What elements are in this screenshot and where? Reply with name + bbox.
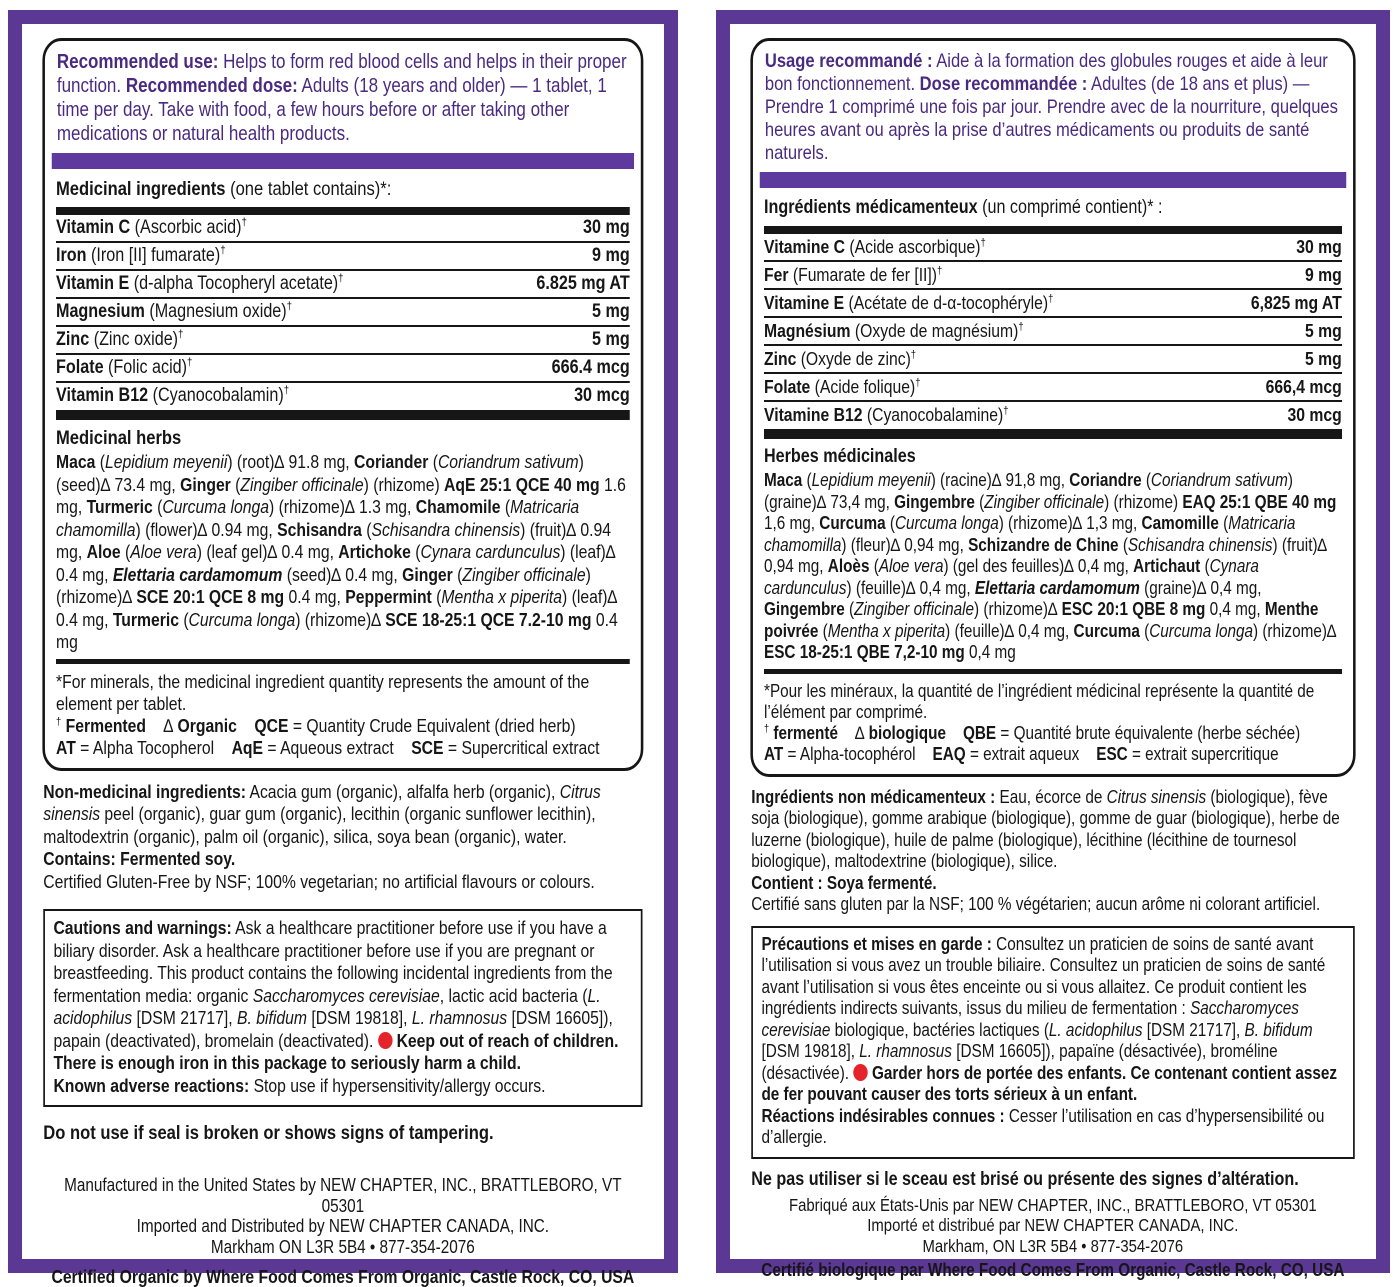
ingredient-row-vitamine-e — [764, 290, 1342, 318]
ingredient-row-zinc — [56, 327, 630, 355]
ingredient-name: Fer (Fumarate de fer [II])† — [764, 264, 943, 285]
ingredient-name: Iron (Iron [II] fumarate)† — [56, 244, 226, 266]
ingredient-amount: 5 mg — [592, 329, 630, 350]
warning-dot-icon — [378, 1032, 392, 1049]
ingredient-name: Vitamin C (Ascorbic acid)† — [56, 216, 247, 238]
ingredient-name: Magnesium (Magnesium oxide)† — [56, 300, 293, 322]
ingredient-amount: 6.825 mg AT — [536, 273, 630, 294]
abbreviations-footnote-fr: AT = Alpha-tocophérol EAQ = extrait aqueux ESC = extrait supercritique — [764, 743, 1279, 764]
herbs-bottom-rule — [56, 659, 630, 664]
label-panel-french — [716, 10, 1390, 1280]
medicinal-info-box-fr — [750, 38, 1355, 777]
seal-warning: Do not use if seal is broken or shows signs of tampering. — [43, 1122, 494, 1144]
seal-warning-fr: Ne pas utiliser si le sceau est brisé ou présente des signes d’altération. — [751, 1168, 1299, 1190]
ingredient-row-magnesium — [56, 299, 630, 327]
ingredient-name: Folate (Acide folique)† — [764, 376, 921, 397]
medicinal-ingredients-heading: Medicinal ingredients (one tablet contains)*: — [56, 178, 392, 200]
warning-dot-icon — [853, 1064, 867, 1081]
ingredient-row-iron — [56, 243, 630, 271]
purple-divider — [760, 172, 1346, 188]
abbreviations-footnote: AT = Alpha Tocopherol AqE = Aqueous extract SCE = Supercritical extract — [56, 736, 600, 758]
ingredient-amount: 666.4 mcg — [551, 357, 630, 378]
ingredient-name: Vitamin E (d-alpha Tocopheryl acetate)† — [56, 272, 344, 294]
ingredient-row-magnesium — [764, 318, 1342, 346]
non-medicinal-ingredients-text-fr: Ingrédients non médicamenteux : Eau, écorce de Citrus sinensis (biologique), fève soja (biologique), gomme arabique (biologique), gomme de guar (biologique), herbe de luzerne (biologique), huile de palme (biologique), lécithine (lécithine de tournesol biologique), maltodextrine (biologique), silice. — [751, 786, 1340, 871]
ingredient-amount: 30 mcg — [574, 385, 630, 406]
symbols-footnote-fr: † fermenté ∆ biologique QBE = Quantité brute équivalente (herbe séchée) — [764, 722, 1301, 743]
manufacturer-info — [42, 1175, 643, 1257]
ingredient-name: Zinc (Zinc oxide)† — [56, 328, 184, 350]
ingredient-amount: 30 mg — [1296, 236, 1342, 257]
gluten-free-statement-fr: Certifié sans gluten par la NSF; 100 % végétarien; aucun arôme ni colorant artificiel. — [751, 894, 1321, 914]
cautions-text-fr: Précautions et mises en garde : Consultez un praticien de soins de santé avant l’utilisation si vous avez un trouble biliaire. Consultez un praticien de soins de santé avant l’utilisation si vous êtes enceinte ou si vous allaitez. Ce produit contient les ingrédients indirects suivants, issus du milieu de fermentation : Saccharomyces cerevisiae biologique, bactéries lactiques (L. acidophilus [DSM 21717], B. bifidum [DSM 19818], L. rhamnosus [DSM 16605]), papaïne (désactivée), broméline (désactivée). Garder hors de portée des enfants. Ce contenant contient assez de fer pouvant causer des torts sérieux à un enfant. Réactions indésirables connues : Cesser l’utilisation en cas d’hypersensibilité ou d’allergie. — [761, 933, 1338, 1147]
imported-line: Importé et distribué par NEW CHAPTER CANADA, INC. — [867, 1215, 1239, 1235]
label-panel-english — [8, 10, 678, 1287]
ingredient-row-folate — [764, 374, 1342, 402]
ingredient-amount: 9 mg — [1305, 264, 1342, 285]
panel-content-french — [730, 24, 1376, 1281]
cautions-text: Cautions and warnings: Ask a healthcare practitioner before use if you have a biliary disorder. Ask a healthcare practitioner before use if you are pregnant or breastfeeding. This product contains the following incidental ingredients from the fermentation media: organic Saccharomyces cerevisiae, lactic acid bacteria (L. acidophilus [DSM 21717], B. bifidum [DSM 19818], L. rhamnosus [DSM 16605]), papain (deactivated), bromelain (deactivated). Keep out of reach of children. There is enough iron in this package to seriously harm a child. Known adverse reactions: Stop use if hypersensitivity/allergy occurs. — [53, 917, 619, 1096]
non-medicinal-ingredients-text: Non-medicinal ingredients: Acacia gum (organic), alfalfa herb (organic), Citrus sinensis peel (organic), guar gum (organic), lecithin (organic sunflower lecithin), maltodextrin (organic), palm oil (organic), silica, soya bean (organic), water. — [43, 780, 601, 847]
manufacturer-info-fr — [750, 1195, 1355, 1257]
table-top-rule — [56, 207, 630, 215]
panel-content-english — [22, 24, 664, 1287]
table-bottom-rule — [764, 429, 1342, 439]
minerals-footnote: *For minerals, the medicinal ingredient quantity represents the amount of the element per tablet. — [56, 670, 594, 714]
ingredient-name: Vitamine B12 (Cyanocobalamine)† — [764, 404, 1009, 425]
ingredient-row-fer — [764, 262, 1342, 290]
medicinal-herbs-heading-fr: Herbes médicinales — [764, 446, 916, 467]
ingredient-name: Vitamine C (Acide ascorbique)† — [764, 236, 986, 257]
certified-organic-statement: Certified Organic by Where Food Comes From Organic, Castle Rock, CO, USA — [51, 1266, 635, 1287]
ingredient-row-zinc — [764, 346, 1342, 374]
medicinal-herbs-text: Maca (Lepidium meyenii) (root)∆ 91.8 mg, Coriander (Coriandrum sativum) (seed)∆ 73.4 mg, Ginger (Zingiber officinale) (rhizome) AqE 25:1 QCE 40 mg 1.6 mg, Turmeric (Curcuma longa) (rhizome)∆ 1.3 mg, Chamomile (Matricaria chamomilla) (flower)∆ 0.94 mg, Schisandra (Schisandra chinensis) (fruit)∆ 0.94 mg, Aloe (Aloe vera) (leaf gel)∆ 0.4 mg, Artichoke (Cynara cardunculus) (leaf)∆ 0.4 mg, Elettaria cardamomum (seed)∆ 0.4 mg, Ginger (Zingiber officinale) (rhizome)∆ SCE 20:1 QCE 8 mg 0.4 mg, Peppermint (Mentha x piperita) (leaf)∆ 0.4 mg, Turmeric (Curcuma longa) (rhizome)∆ SCE 18-25:1 QCE 7.2-10 mg 0.4 mg — [56, 451, 626, 652]
table-bottom-rule — [56, 410, 630, 420]
purple-divider — [52, 153, 634, 169]
certified-organic-statement-fr: Certifié biologique par Where Food Comes From Organic, Castle Rock, CO, USA — [761, 1260, 1345, 1280]
medicinal-ingredients-heading-fr: Ingrédients médicamenteux (un comprimé contient)* : — [764, 197, 1163, 218]
ingredient-row-folate — [56, 355, 630, 383]
ingredient-row-vitamin-e — [56, 271, 630, 299]
cautions-box-fr — [751, 926, 1354, 1159]
medicinal-info-box-en — [42, 38, 643, 771]
ingredient-name: Magnésium (Oxyde de magnésium)† — [764, 320, 1024, 341]
ingredient-name: Vitamin B12 (Cyanocobalamin)† — [56, 384, 290, 406]
ingredient-amount: 5 mg — [1305, 320, 1342, 341]
symbols-footnote: † Fermented ∆ Organic QCE = Quantity Crude Equivalent (dried herb) — [56, 714, 576, 736]
medicinal-herbs-text-fr: Maca (Lepidium meyenii) (racine)∆ 91,8 mg, Coriandre (Coriandrum sativum) (graine)∆ 73,4 mg, Gingembre (Zingiber officinale) (rhizome) EAQ 25:1 QBE 40 mg 1,6 mg, Curcuma (Curcuma longa) (rhizome)∆ 1,3 mg, Camomille (Matricaria chamomilla) (fleur)∆ 0,94 mg, Schizandre de Chine (Schisandra chinensis) (fruit)∆ 0,94 mg, Aloès (Aloe vera) (gel des feuilles)∆ 0,4 mg, Artichaut (Cynara cardunculus) (feuille)∆ 0,4 mg, Elettaria cardamomum (graine)∆ 0,4 mg, Gingembre (Zingiber officinale) (rhizome)∆ ESC 20:1 QBE 8 mg 0,4 mg, Menthe poivrée (Mentha x piperita) (feuille)∆ 0,4 mg, Curcuma (Curcuma longa) (rhizome)∆ ESC 18-25:1 QBE 7,2-10 mg 0,4 mg — [764, 470, 1337, 662]
imported-line: Imported and Distributed by NEW CHAPTER CANADA, INC. — [136, 1216, 550, 1236]
recommended-use-text: Recommended use: Helps to form red blood cells and helps in their proper function. Recommended dose: Adults (18 years and older) — 1 tablet, 1 time per day. Take with food, a few hours before or after taking other medications or natural health products. — [56, 51, 627, 145]
ingredient-name: Folate (Folic acid)† — [56, 356, 193, 378]
table-top-rule — [764, 226, 1342, 234]
ingredient-name: Zinc (Oxyde de zinc)† — [764, 348, 917, 369]
minerals-footnote-fr: *Pour les minéraux, la quantité de l’ingrédient médicinal représente la quantité de l’élément par comprimé. — [764, 680, 1319, 722]
address-phone-line: Markham, ON L3R 5B4 • 877-354-2076 — [922, 1235, 1184, 1256]
ingredient-row-vitamin-c — [56, 215, 630, 243]
gluten-free-statement: Certified Gluten-Free by NSF; 100% vegetarian; no artificial flavours or colours. — [43, 870, 595, 892]
address-phone-line: Markham ON L3R 5B4 • 877-354-2076 — [210, 1236, 475, 1257]
recommended-use-text-fr: Usage recommandé : Aide à la formation des globules rouges et aide à leur bon fonctionnement. Dose recommandée : Adultes (de 18 ans et plus) — Prendre 1 comprimé une fois par jour. Prendre avec de la nourriture, quelques heures avant ou après la prise d’autres médicaments ou produits de santé naturels. — [764, 50, 1338, 164]
ingredient-amount: 5 mg — [592, 301, 630, 322]
herbs-bottom-rule — [764, 669, 1342, 674]
cautions-box-en — [43, 909, 642, 1107]
ingredient-row-vitamine-b12 — [764, 402, 1342, 428]
ingredient-amount: 30 mcg — [1287, 404, 1342, 425]
manufactured-line: Manufactured in the United States by NEW CHAPTER, INC., BRATTLEBORO, VT 05301 — [64, 1175, 622, 1216]
ingredient-amount: 5 mg — [1305, 348, 1342, 369]
medicinal-herbs-heading: Medicinal herbs — [56, 427, 182, 449]
ingredient-row-vitamine-c — [764, 234, 1342, 262]
ingredient-amount: 6,825 mg AT — [1250, 292, 1342, 313]
ingredient-amount: 9 mg — [592, 245, 630, 266]
ingredient-amount: 30 mg — [583, 217, 630, 238]
ingredient-row-vitamin-b12 — [56, 383, 630, 409]
manufactured-line: Fabriqué aux États-Unis par NEW CHAPTER, INC., BRATTLEBORO, VT 05301 — [789, 1194, 1317, 1215]
contains-statement: Contains: Fermented soy. — [43, 848, 236, 869]
contains-statement-fr: Contient : Soya fermenté. — [751, 872, 937, 893]
ingredient-amount: 666,4 mcg — [1265, 376, 1342, 397]
ingredient-name: Vitamine E (Acétate de d-α-tocophéryle)† — [764, 292, 1054, 313]
